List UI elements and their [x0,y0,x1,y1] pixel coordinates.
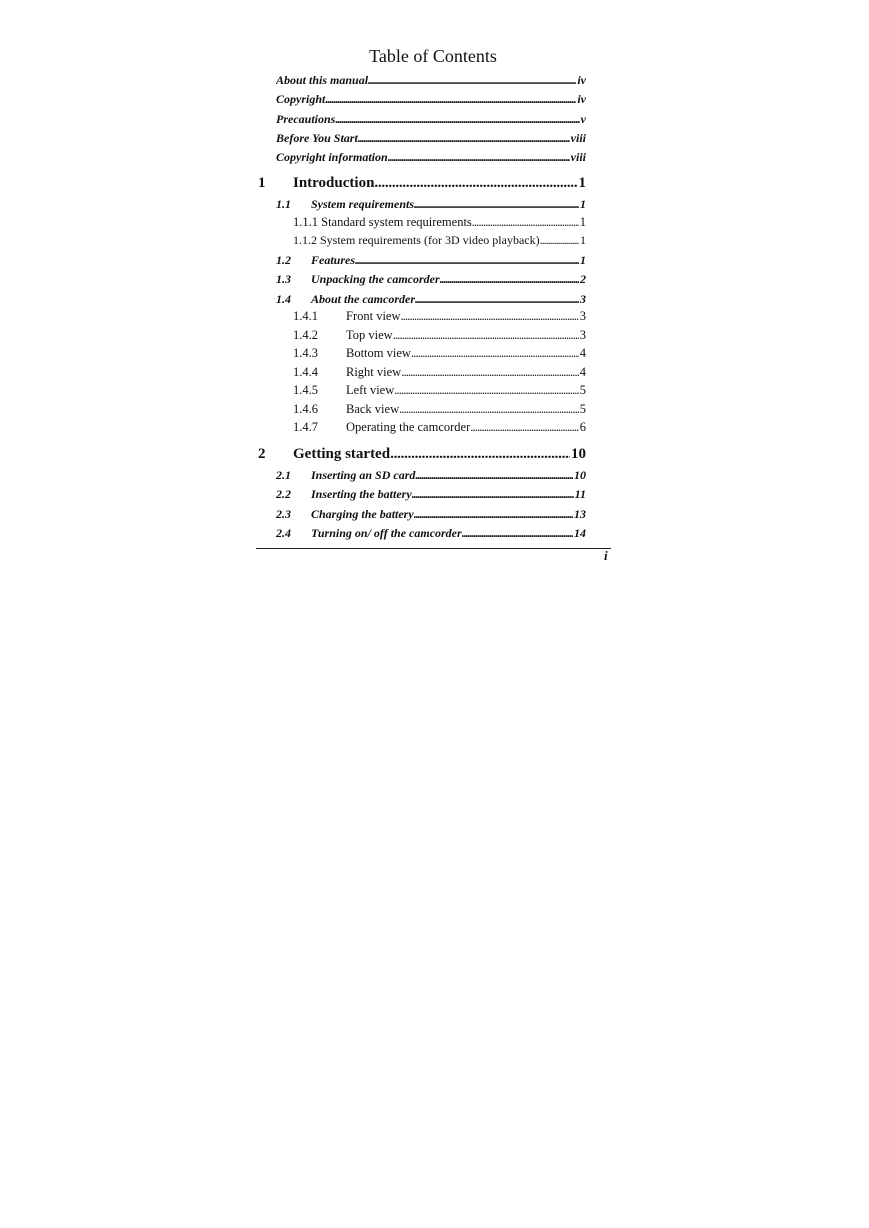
toc-subsection-1-4-7[interactable] [293,418,586,436]
toc-subsection-page: 3 [579,309,586,323]
toc-section-1-2[interactable] [276,251,586,269]
toc-subsection-page: 5 [579,383,586,397]
toc-entry-precautions[interactable] [276,110,586,128]
toc-section-page: 11 [574,487,586,501]
dot-leader [393,326,579,344]
toc-subsection-number: 1.4.3 [293,346,318,360]
toc-section-label: Charging the battery [311,507,414,521]
toc-subsection-number: 1.4.5 [293,383,318,397]
toc-section-2-2[interactable] [276,485,586,503]
dot-leader [470,418,579,436]
toc-section-2-1[interactable] [276,466,586,484]
toc-entry-copyright-information[interactable] [276,148,586,166]
toc-subsection-1-4-2[interactable] [293,326,586,344]
toc-subsection-label: Bottom view [346,346,411,360]
toc-chapter-getting-started[interactable] [258,443,586,465]
toc-section-2-4[interactable] [276,524,586,542]
toc-entry-page: viii [570,131,586,145]
toc-section-label: Turning on/ off the camcorder [311,526,462,540]
toc-chapter-label: Introduction [293,175,375,191]
toc-chapter-number: 1 [258,175,266,191]
dot-leader [335,110,579,128]
toc-subsection-1-1-2[interactable] [293,231,586,249]
toc-section-1-1[interactable] [276,195,586,213]
toc-chapter-page: 1 [578,175,586,191]
toc-section-page: 3 [580,292,586,306]
dot-leader [390,443,570,465]
toc-section-label: System requirements [311,197,415,211]
toc-subsection-1-4-5[interactable] [293,381,586,399]
dot-leader [411,344,579,362]
dot-leader [374,172,577,194]
dot-leader [415,290,579,308]
dot-leader [394,381,579,399]
toc-section-number: 2.2 [276,487,291,501]
toc-section-page: 2 [580,272,586,286]
dot-leader [412,485,574,503]
toc-subsection-label: Left view [346,383,395,397]
toc-entry-before-you-start[interactable] [276,129,586,147]
toc-subsection-page: 5 [579,402,586,416]
toc-entry-label: Precautions [276,112,336,126]
toc-section-number: 1.1 [276,197,291,211]
footer-rule [256,548,611,549]
dot-leader [358,129,570,147]
dot-leader [325,90,576,108]
toc-subsection-1-4-3[interactable] [293,344,586,362]
toc-subsection-label: Right view [346,365,402,379]
toc-title: Table of Contents [369,46,497,66]
toc-subsection-page: 4 [579,365,586,379]
toc-entry-copyright[interactable] [276,90,586,108]
dot-leader [355,251,579,269]
dot-leader [415,466,573,484]
toc-entry-label: Before You Start [276,131,358,145]
toc-section-label: Unpacking the camcorder [311,272,440,286]
toc-section-number: 2.4 [276,526,291,540]
toc-section-label: Inserting the battery [311,487,412,501]
toc-section-number: 1.4 [276,292,291,306]
toc-subsection-number: 1.4.6 [293,402,318,416]
toc-section-page: 1 [580,197,586,211]
toc-subsection-1-1-1[interactable] [293,213,586,231]
toc-subsection-label: Top view [346,328,393,342]
toc-entry-page: iv [577,92,586,106]
toc-entry-label: Copyright [276,92,326,106]
toc-section-page: 10 [574,468,586,482]
dot-leader [388,148,570,166]
toc-subsection-label: Back view [346,402,400,416]
toc-section-page: 13 [574,507,586,521]
toc-subsection-1-4-6[interactable] [293,400,586,418]
toc-section-label: Features [311,253,356,267]
toc-subsection-number: 1.4.1 [293,309,318,323]
dot-leader [414,195,579,213]
dot-leader [462,524,573,542]
toc-entry-about-this-manual[interactable] [276,71,586,89]
toc-entry-page: iv [577,73,586,87]
dot-leader [414,505,573,523]
toc-section-label: About the camcorder [311,292,415,306]
toc-subsection-page: 1 [579,215,586,229]
toc-subsection-label: Front view [346,309,401,323]
toc-subsection-label: Operating the camcorder [346,420,471,434]
toc-subsection-label: 1.1.2 System requirements (for 3D video playback) [293,233,540,247]
dot-leader [399,400,579,418]
toc-chapter-page: 10 [571,446,586,462]
dot-leader [472,213,579,231]
toc-entry-label: About this manual [276,73,369,87]
toc-chapter-number: 2 [258,446,266,462]
toc-subsection-page: 3 [579,328,586,342]
toc-section-number: 2.3 [276,507,291,521]
dot-leader [401,363,579,381]
toc-section-1-3[interactable] [276,270,586,288]
toc-section-1-4[interactable] [276,290,586,308]
toc-section-page: 14 [574,526,586,540]
toc-entry-page: v [580,112,586,126]
toc-section-2-3[interactable] [276,505,586,523]
toc-subsection-number: 1.4.4 [293,365,318,379]
toc-subsection-1-4-4[interactable] [293,363,586,381]
toc-subsection-page: 1 [580,233,586,247]
dot-leader [401,307,579,325]
toc-chapter-introduction[interactable] [258,172,586,194]
toc-subsection-1-4-1[interactable] [293,307,586,325]
toc-entry-label: Copyright information [276,150,388,164]
dot-leader [368,71,576,89]
toc-section-page: 1 [580,253,586,267]
toc-subsection-label: 1.1.1 Standard system requirements [293,215,472,229]
page-number: i [604,548,608,563]
toc-subsection-number: 1.4.7 [293,420,318,434]
toc-section-label: Inserting an SD card [311,468,416,482]
toc-subsection-page: 6 [579,420,586,434]
toc-section-number: 1.3 [276,272,291,286]
dot-leader [540,231,579,249]
toc-subsection-number: 1.4.2 [293,328,318,342]
dot-leader [440,270,579,288]
toc-section-number: 1.2 [276,253,291,267]
toc-chapter-label: Getting started [293,446,391,462]
toc-subsection-page: 4 [579,346,586,360]
toc-entry-page: viii [570,150,586,164]
toc-section-number: 2.1 [276,468,291,482]
